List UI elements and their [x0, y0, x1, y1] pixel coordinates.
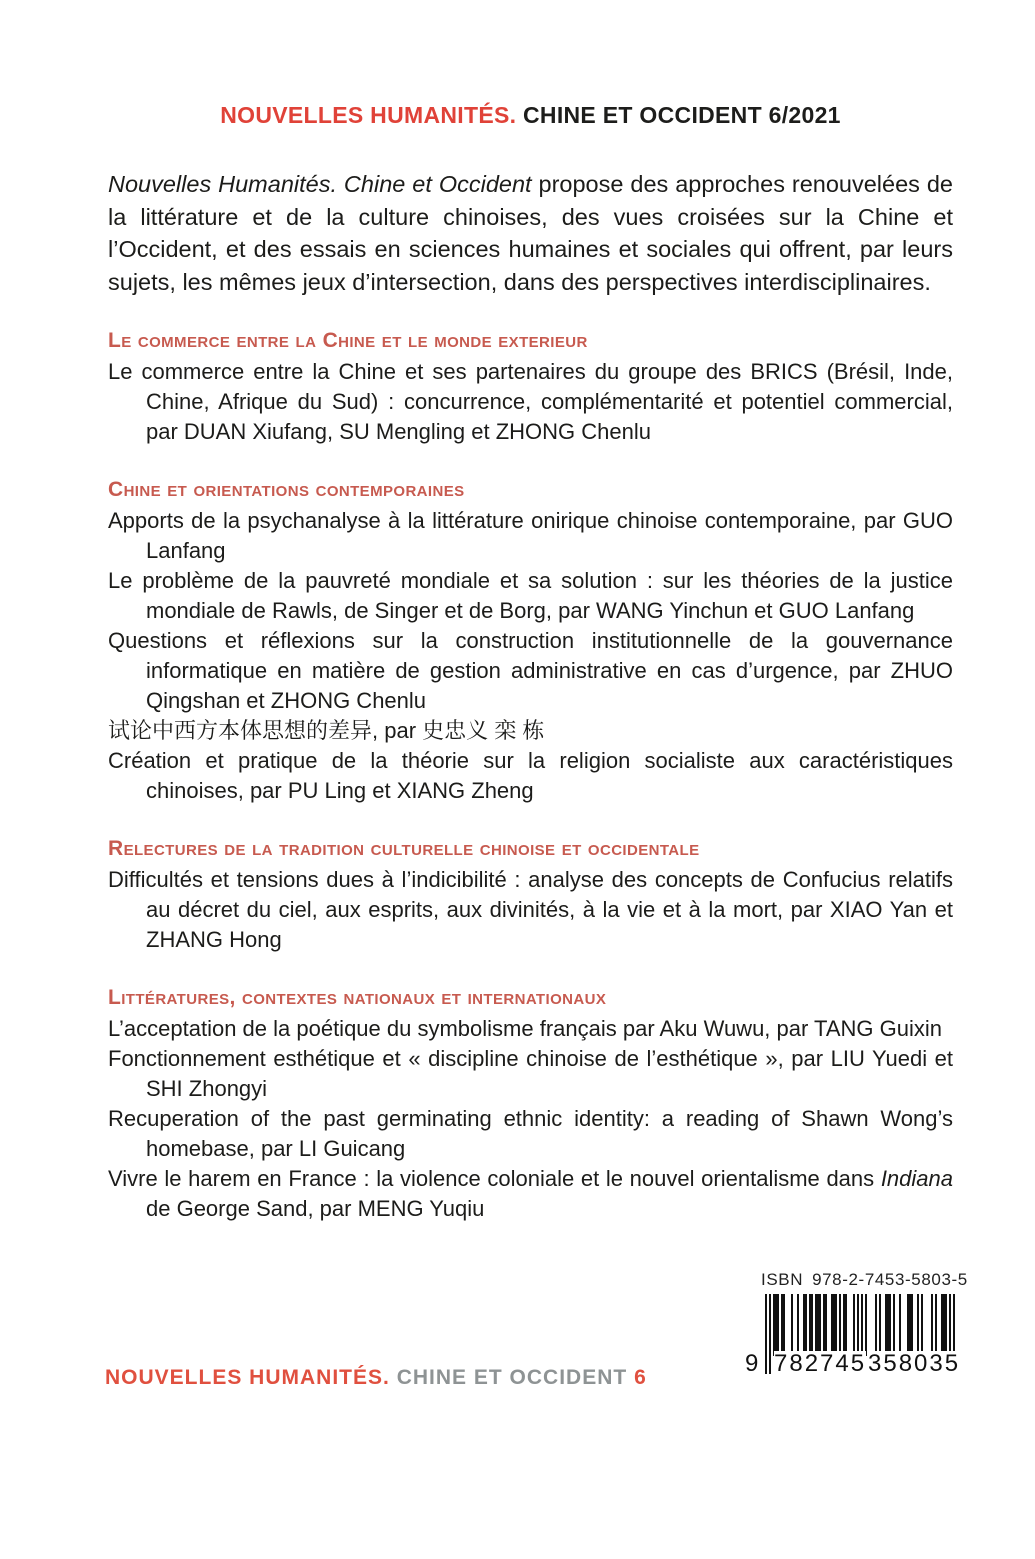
footer-series-name: NOUVELLES HUMANITÉS. — [105, 1366, 390, 1389]
toc-entry — [108, 865, 953, 955]
isbn-barcode-block — [745, 1270, 968, 1394]
toc-entry-segment: L’acceptation de la poétique du symbolisme français par Aku Wuwu, par TANG Guixin — [108, 1016, 942, 1041]
intro-series-name: Nouvelles Humanités. Chine et Occident — [108, 171, 532, 197]
toc-entry-segment: Vivre le harem en France : la violence coloniale et le nouvel orientalisme dans — [108, 1166, 881, 1191]
barcode-digit-group1: 782745 — [774, 1350, 867, 1377]
section-heading: Chine et orientations contemporaines — [108, 478, 465, 501]
toc-entry-segment: Le problème de la pauvreté mondiale et sa solution : sur les théories de la justice mondiale de Rawls, de Singer et de Borg, par WANG Yinchun et GUO Lanfang — [108, 568, 953, 623]
footer-issue-name: CHINE ET OCCIDENT — [396, 1366, 628, 1389]
toc-entry-segment: Le commerce entre la Chine et ses partenaires du groupe des BRICS (Brésil, Inde, Chine, Afrique du Sud) : concurrence, complémentarité et potentiel commercial, par DUAN Xiufang, SU Mengling et ZHONG Chenlu — [108, 359, 953, 444]
section-heading: Relectures de la tradition culturelle chinoise et occidentale — [108, 837, 700, 860]
toc-entry — [108, 626, 953, 716]
section-heading: Littératures, contextes nationaux et internationaux — [108, 986, 607, 1009]
toc-entry-segment: Recuperation of the past germinating ethnic identity: a reading of Shawn Wong’s homebase, par LI Guicang — [108, 1106, 953, 1161]
footer-issue-number: 6 — [634, 1366, 647, 1389]
toc-entry — [108, 566, 953, 626]
toc-section — [108, 476, 953, 806]
toc-entry-segment: Fonctionnement esthétique et « discipline chinoise de l’esthétique », par LIU Yuedi et SHI Zhongyi — [108, 1046, 953, 1101]
toc-entry-segment: Questions et réflexions sur la construction institutionnelle de la gouvernance informatique en matière de gestion administrative en cas d’urgence, par ZHUO Qingshan et ZHONG Chenlu — [108, 628, 953, 713]
cover-content — [108, 0, 953, 1224]
toc-entry-italic-segment: Indiana — [880, 1166, 953, 1191]
toc-section — [108, 984, 953, 1224]
isbn-line — [761, 1270, 968, 1290]
barcode-digit-lead: 9 — [745, 1350, 761, 1377]
toc-entry — [108, 746, 953, 806]
toc-entry-segment: Difficultés et tensions dues à l’indicibilité : analyse des concepts de Confucius relatifs au décret du ciel, aux esprits, aux divinités, à la vie et à la mort, par XIAO Yan et ZHANG Hong — [108, 867, 953, 952]
toc-entry — [108, 716, 953, 746]
toc-entry — [108, 1104, 953, 1164]
cover-title-issue: CHINE ET OCCIDENT 6/2021 — [523, 102, 841, 128]
toc-section — [108, 327, 953, 447]
intro-paragraph — [108, 168, 953, 298]
intro-text: propose des approches renouvelées de la littérature et de la culture chinoises, des vues croisées sur la Chine et l’Occident, et des essais en sciences humaines et sociales qui offrent, par leurs sujets, les mêmes jeux d’intersection, dans des perspectives interdisciplinaires. — [108, 171, 954, 295]
footer-series-title — [105, 1366, 647, 1390]
toc-sections — [108, 327, 953, 1224]
toc-entry — [108, 506, 953, 566]
toc-entry — [108, 1014, 953, 1044]
barcode-digit-group2: 358035 — [868, 1350, 961, 1377]
toc-entry-segment: 试论中西方本体思想的差异, par 史忠义 栾 栋 — [108, 718, 545, 743]
toc-entry — [108, 1164, 953, 1224]
section-heading: Le commerce entre la Chine et le monde exterieur — [108, 329, 588, 352]
toc-entry — [108, 1044, 953, 1104]
ean13-barcode — [745, 1294, 961, 1394]
toc-section — [108, 835, 953, 955]
cover-title — [108, 100, 953, 130]
toc-entry-segment: de George Sand, par MENG Yuqiu — [146, 1196, 485, 1221]
cover-title-series: NOUVELLES HUMANITÉS. — [220, 102, 517, 128]
isbn-label: ISBN — [761, 1270, 804, 1289]
toc-entry-segment: Création et pratique de la théorie sur la religion socialiste aux caractéristiques chinoises, par PU Ling et XIANG Zheng — [108, 748, 953, 803]
toc-entry-segment: Apports de la psychanalyse à la littérature onirique chinoise contemporaine, par GUO Lanfang — [108, 508, 953, 563]
isbn-number: 978-2-7453-5803-5 — [812, 1270, 968, 1289]
toc-entry — [108, 357, 953, 447]
